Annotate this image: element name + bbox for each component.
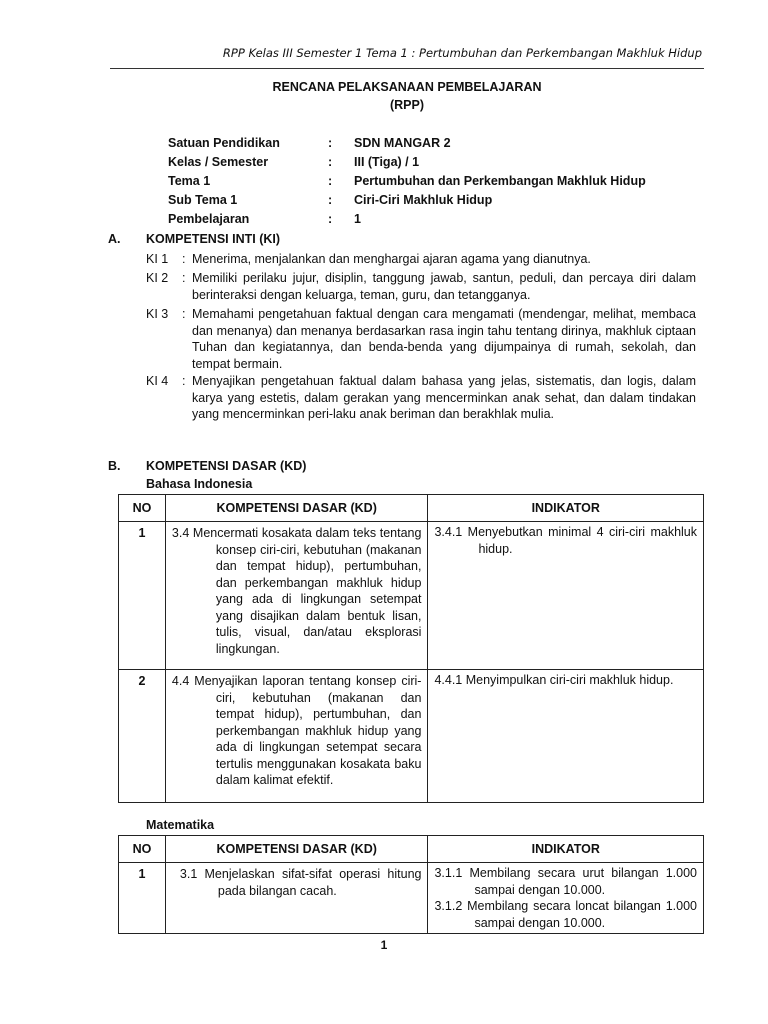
column-header-kd: KOMPETENSI DASAR (KD) (165, 836, 428, 863)
column-header-indikator: INDIKATOR (428, 836, 704, 863)
kd-cell (165, 863, 428, 934)
indikator-cell (428, 522, 704, 670)
ki-text: Menyajikan pengetahuan faktual dalam bahasa yang jelas, sistematis, dan logis, dalam karya yang estetis, dalam gerakan yang mencerminkan anak sehat, dan dalam tindakan yang mencerminkan peri-laku anak beriman dan berakhlak mulia. (192, 374, 696, 421)
identity-separator: : (328, 136, 333, 150)
identity-label: Tema 1 (168, 174, 211, 188)
ki-item (146, 306, 696, 372)
table-row (119, 522, 704, 670)
kd-text: 3.4 Mencermati kosakata dalam teks tentang konsep ciri-ciri, kebutuhan (makanan dan tempat hidup), pertumbuhan, dan perkembangan makhluk hidup yang ada di lingkungan setempat yang disajikan dalam bentuk lisan, tulis, visual, dan/atau eksplorasi lingkungan. (171, 526, 422, 656)
document-title: RENCANA PELAKSANAAN PEMBELAJARAN (272, 80, 542, 94)
kd-table-bahasa (118, 494, 704, 803)
page-number: 1 (380, 938, 388, 952)
indikator-text: 3.1.2 Membilang secara loncat bilangan 1.000 sampai dengan 10.000. (434, 899, 697, 930)
indikator-cell (428, 863, 704, 934)
ki-text: Menerima, menjalankan dan menghargai ajaran agama yang dianutnya. (192, 252, 591, 266)
identity-value: SDN MANGAR 2 (354, 136, 451, 150)
kd-cell (165, 522, 428, 670)
column-header-indikator: INDIKATOR (428, 495, 704, 522)
section-title: KOMPETENSI DASAR (KD) (146, 459, 307, 473)
header-divider (110, 68, 704, 69)
ki-code: KI 3 (146, 307, 169, 321)
row-number: 1 (119, 522, 166, 670)
ki-text: Memiliki perilaku jujur, disiplin, tanggung jawab, santun, peduli, dan percaya diri dalam berinteraksi dengan keluarga, teman, guru, dan tetangganya. (192, 271, 696, 302)
identity-label: Sub Tema 1 (168, 193, 238, 207)
ki-separator: : (182, 307, 186, 321)
column-header-kd: KOMPETENSI DASAR (KD) (165, 495, 428, 522)
column-header-no: NO (119, 836, 166, 863)
section-letter: B. (108, 459, 121, 473)
identity-separator: : (328, 193, 333, 207)
identity-value: 1 (354, 212, 361, 226)
document-subtitle: (RPP) (389, 98, 425, 112)
table-header-row (119, 836, 704, 863)
table-header-row (119, 495, 704, 522)
ki-text: Memahami pengetahuan faktual dengan cara mengamati (mendengar, melihat, membaca dan menanya) dan menanya berdasarkan rasa ingin tahu tentang dirinya, makhluk ciptaan Tuhan dan kegiatannya, dan benda-benda yang dijumpainya di rumah, sekolah, dan tempat bermain. (192, 307, 696, 371)
kd-text: 4.4 Menyajikan laporan tentang konsep ciri-ciri, kebutuhan (makanan dan tempat hidup), pertumbuhan, dan perkembangan makhluk hidup yang ada di lingkungan setempat secara tertulis menggunakan kosakata baku dalam kalimat efektif. (171, 674, 422, 787)
identity-label: Satuan Pendidikan (168, 136, 280, 150)
subject-title-matematika: Matematika (146, 818, 215, 832)
ki-separator: : (182, 374, 186, 388)
indikator-text: 3.1.1 Membilang secara urut bilangan 1.000 sampai dengan 10.000. (434, 866, 697, 897)
table-row (119, 670, 704, 803)
header-prefix: RPP Kelas III Semester 1 Tema 1 : (222, 46, 420, 60)
kd-text: 3.1 Menjelaskan sifat-sifat operasi hitung pada bilangan cacah. (179, 867, 422, 898)
ki-item (146, 270, 696, 304)
ki-separator: : (182, 271, 186, 285)
subject-title-bahasa: Bahasa Indonesia (146, 477, 253, 491)
identity-separator: : (328, 212, 333, 226)
ki-separator: : (182, 252, 186, 266)
identity-value: Pertumbuhan dan Perkembangan Makhluk Hidup (354, 174, 646, 188)
section-letter: A. (108, 232, 121, 246)
indikator-cell (428, 670, 704, 803)
ki-code: KI 2 (146, 271, 169, 285)
kd-table-matematika (118, 835, 704, 934)
identity-label: Kelas / Semester (168, 155, 269, 169)
identity-value: III (Tiga) / 1 (354, 155, 420, 169)
row-number: 1 (119, 863, 166, 934)
header-subject: Pertumbuhan dan Perkembangan Makhluk Hidup (419, 46, 702, 60)
table-row (119, 863, 704, 934)
column-header-no: NO (119, 495, 166, 522)
indikator-text: 3.4.1 Menyebutkan minimal 4 ciri-ciri makhluk hidup. (434, 525, 697, 556)
identity-separator: : (328, 174, 333, 188)
indikator-text: 4.4.1 Menyimpulkan ciri-ciri makhluk hidup. (434, 673, 674, 687)
ki-code: KI 1 (146, 252, 169, 266)
kd-cell (165, 670, 428, 803)
ki-item (146, 251, 696, 268)
ki-code: KI 4 (146, 374, 169, 388)
ki-item (146, 373, 696, 439)
section-title: KOMPETENSI INTI (KI) (146, 232, 281, 246)
page-header (110, 46, 702, 60)
identity-label: Pembelajaran (168, 212, 250, 226)
identity-separator: : (328, 155, 333, 169)
row-number: 2 (119, 670, 166, 803)
identity-value: Ciri-Ciri Makhluk Hidup (354, 193, 493, 207)
